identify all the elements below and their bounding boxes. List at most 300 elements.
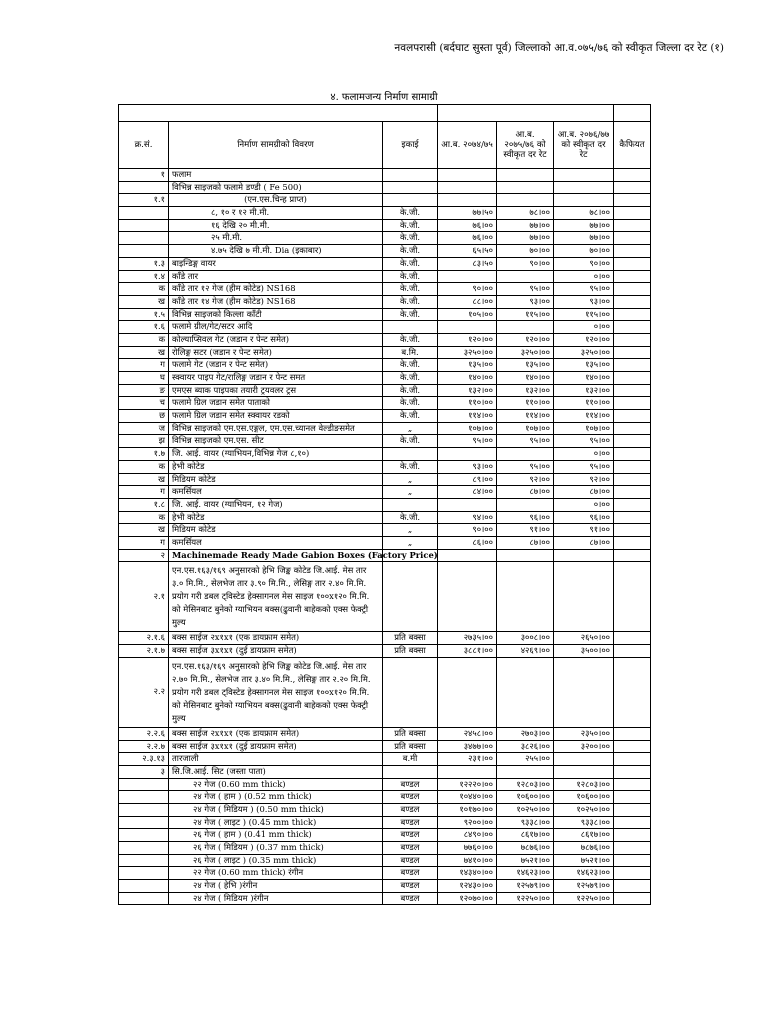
cell-rate-2074-75: १२२२०।०० <box>438 778 497 791</box>
cell-remarks <box>614 346 651 359</box>
cell-rate-2076-77: ०।०० <box>554 270 614 283</box>
table-row <box>119 333 651 346</box>
cell-sn <box>119 803 169 816</box>
cell-description: हेभी कोटेड <box>169 460 383 473</box>
cell-rate-2074-75 <box>438 169 497 182</box>
table-row <box>119 397 651 410</box>
cell-rate-2075-76: ९०।०० <box>497 257 554 270</box>
header-spacer-right <box>614 105 651 122</box>
cell-rate-2076-77: १२८०३।०० <box>554 778 614 791</box>
cell-remarks <box>614 829 651 842</box>
table-row <box>119 346 651 359</box>
section-title: ४. फलामजन्य निर्माण सामाग्री <box>330 92 438 103</box>
cell-rate-2075-76: ९१।०० <box>497 524 554 537</box>
cell-rate-2074-75: ११०।०० <box>438 397 497 410</box>
cell-rate-2076-77: १४६२३।०० <box>554 867 614 880</box>
rate-table-body <box>119 169 651 905</box>
cell-unit: के.जी. <box>383 372 438 385</box>
col-header-sn: क्र.सं. <box>119 122 169 169</box>
cell-rate-2075-76: ७५२१।०० <box>497 854 554 867</box>
cell-remarks <box>614 536 651 549</box>
cell-remarks <box>614 511 651 524</box>
cell-rate-2076-77 <box>554 169 614 182</box>
cell-rate-2076-77: १४०।०० <box>554 372 614 385</box>
header-spacer-rates <box>438 105 614 122</box>
cell-remarks <box>614 257 651 270</box>
cell-rate-2076-77: ९३३८।०० <box>554 816 614 829</box>
cell-description: बक्स साईज २x१x१ (एक डायफ्राम समेत) <box>169 727 383 740</box>
cell-sn <box>119 867 169 880</box>
cell-rate-2074-75: १२४३०।०० <box>438 880 497 893</box>
cell-remarks <box>614 880 651 893</box>
table-row <box>119 842 651 855</box>
cell-sn: २.१.६ <box>119 632 169 645</box>
cell-description: २४ गेज ( मिडियम ) (0.50 mm thick) <box>169 803 383 816</box>
col-header-rate-2076-77: आ.ब. २०७६/७७ को स्वीकृत दर रेट <box>554 122 614 169</box>
cell-unit: „ <box>383 422 438 435</box>
cell-rate-2074-75: ९२००।०० <box>438 816 497 829</box>
cell-rate-2076-77 <box>554 657 614 727</box>
table-row <box>119 880 651 893</box>
cell-unit: के.जी. <box>383 435 438 448</box>
cell-sn: छ <box>119 410 169 423</box>
cell-rate-2075-76: ८६१७।०० <box>497 829 554 842</box>
cell-sn <box>119 829 169 842</box>
cell-remarks <box>614 333 651 346</box>
cell-sn: २.२.६ <box>119 727 169 740</box>
cell-rate-2074-75: ७६।०० <box>438 219 497 232</box>
table-row <box>119 892 651 905</box>
cell-rate-2075-76: ११४।०० <box>497 410 554 423</box>
cell-sn: २ <box>119 549 169 562</box>
cell-remarks <box>614 207 651 220</box>
cell-remarks <box>614 245 651 258</box>
cell-sn <box>119 219 169 232</box>
cell-sn: १.३ <box>119 257 169 270</box>
cell-description: जि. आई. वायर (ग्याभियन, १२ गेज) <box>169 498 383 511</box>
cell-rate-2074-75 <box>438 549 497 562</box>
cell-rate-2074-75: १०४४०।०० <box>438 791 497 804</box>
cell-description: बक्स साईज ३x१x१ (दुई डायफ्राम समेत) <box>169 645 383 658</box>
cell-unit: के.जी. <box>383 270 438 283</box>
cell-unit: के.जी. <box>383 359 438 372</box>
cell-description: हेभी कोटेड <box>169 511 383 524</box>
cell-rate-2074-75: ८४।०० <box>438 486 497 499</box>
table-row <box>119 753 651 766</box>
cell-remarks <box>614 498 651 511</box>
cell-remarks <box>614 321 651 334</box>
table-row <box>119 372 651 385</box>
cell-unit <box>383 321 438 334</box>
cell-unit: बण्डल <box>383 854 438 867</box>
cell-rate-2075-76: १४०।०० <box>497 372 554 385</box>
cell-description: फलामे ग्रील/गेट/सटर आदि <box>169 321 383 334</box>
cell-description: बक्स साईज २x१x१ (एक डायफ्राम समेत) <box>169 632 383 645</box>
cell-unit: बण्डल <box>383 867 438 880</box>
cell-sn: २.३.१३ <box>119 753 169 766</box>
cell-sn <box>119 778 169 791</box>
cell-description: बाइन्डिङ्ग वायर <box>169 257 383 270</box>
cell-sn <box>119 207 169 220</box>
cell-sn <box>119 791 169 804</box>
cell-rate-2074-75 <box>438 181 497 194</box>
cell-rate-2076-77: ८७।०० <box>554 536 614 549</box>
cell-sn: १.७ <box>119 448 169 461</box>
table-row <box>119 740 651 753</box>
cell-unit <box>383 169 438 182</box>
cell-unit: „ <box>383 473 438 486</box>
cell-unit <box>383 181 438 194</box>
cell-unit: „ <box>383 536 438 549</box>
table-row <box>119 549 651 562</box>
cell-rate-2076-77: २३५०।०० <box>554 727 614 740</box>
table-row <box>119 511 651 524</box>
table-row <box>119 270 651 283</box>
cell-rate-2074-75: ३४७७।०० <box>438 740 497 753</box>
table-row <box>119 524 651 537</box>
cell-rate-2074-75 <box>438 765 497 778</box>
cell-rate-2076-77: ३२००।०० <box>554 740 614 753</box>
cell-remarks <box>614 384 651 397</box>
cell-description: सि.जि.आई. सिट (जस्ता पाता) <box>169 765 383 778</box>
cell-sn: क <box>119 283 169 296</box>
cell-rate-2075-76: ४२६९।०० <box>497 645 554 658</box>
cell-description: फलाम <box>169 169 383 182</box>
cell-rate-2076-77: २६५०।०० <box>554 632 614 645</box>
cell-description: काँडे तार <box>169 270 383 283</box>
cell-rate-2076-77 <box>554 181 614 194</box>
cell-description: २६ गेज ( मिडियम ) (0.37 mm thick) <box>169 842 383 855</box>
cell-unit <box>383 765 438 778</box>
cell-unit: प्रति बक्सा <box>383 645 438 658</box>
cell-rate-2076-77: ११०।०० <box>554 397 614 410</box>
cell-rate-2074-75: १०७।०० <box>438 422 497 435</box>
cell-description: २६ गेज ( हाम ) (0.41 mm thick) <box>169 829 383 842</box>
cell-rate-2074-75: ७७।५० <box>438 207 497 220</box>
cell-rate-2074-75 <box>438 321 497 334</box>
cell-rate-2074-75: ८६।०० <box>438 536 497 549</box>
table-row <box>119 645 651 658</box>
cell-unit: के.जी. <box>383 397 438 410</box>
header-spacer-left <box>119 105 438 122</box>
cell-rate-2074-75: ८३।५० <box>438 257 497 270</box>
cell-rate-2074-75: ९५।०० <box>438 435 497 448</box>
cell-rate-2076-77: ७७।०० <box>554 219 614 232</box>
cell-sn <box>119 181 169 194</box>
cell-description: स्क्वायर पाइप गेट/रालिङ्ग जडान र पेन्ट समत <box>169 372 383 385</box>
cell-rate-2075-76 <box>497 321 554 334</box>
cell-remarks <box>614 435 651 448</box>
cell-rate-2074-75: ११४।०० <box>438 410 497 423</box>
table-row <box>119 181 651 194</box>
cell-unit: के.जी. <box>383 410 438 423</box>
table-row <box>119 657 651 727</box>
cell-unit: प्रति बक्सा <box>383 727 438 740</box>
cell-rate-2074-75: ७४१०।०० <box>438 854 497 867</box>
table-row <box>119 448 651 461</box>
cell-remarks <box>614 765 651 778</box>
cell-description: (एन.एस.चिन्ह प्राप्त) <box>169 194 383 207</box>
cell-remarks <box>614 169 651 182</box>
cell-unit: बण्डल <box>383 829 438 842</box>
cell-remarks <box>614 645 651 658</box>
cell-description: कमर्सियल <box>169 486 383 499</box>
cell-rate-2074-75: ९०।०० <box>438 524 497 537</box>
cell-rate-2076-77: ३५००।०० <box>554 645 614 658</box>
cell-remarks <box>614 753 651 766</box>
cell-rate-2075-76: ७०।०० <box>497 245 554 258</box>
table-row <box>119 854 651 867</box>
cell-rate-2076-77: ७८।०० <box>554 207 614 220</box>
table-row <box>119 410 651 423</box>
cell-remarks <box>614 219 651 232</box>
cell-rate-2074-75: १२०७०।०० <box>438 892 497 905</box>
cell-remarks <box>614 270 651 283</box>
cell-sn <box>119 816 169 829</box>
cell-rate-2075-76: ९५।०० <box>497 460 554 473</box>
table-row <box>119 219 651 232</box>
cell-rate-2076-77 <box>554 549 614 562</box>
cell-rate-2075-76: ८७।०० <box>497 486 554 499</box>
cell-description: तारजाली <box>169 753 383 766</box>
cell-rate-2076-77: १०६००।०० <box>554 791 614 804</box>
cell-rate-2075-76: ९५।०० <box>497 435 554 448</box>
cell-description: २४ गेज ( हेभि )रंगीन <box>169 880 383 893</box>
cell-rate-2076-77: ०।०० <box>554 321 614 334</box>
cell-remarks <box>614 473 651 486</box>
cell-description: फलामे ग्रिल जडान समेत पाताको <box>169 397 383 410</box>
table-row <box>119 803 651 816</box>
cell-rate-2075-76: १०७।०० <box>497 422 554 435</box>
cell-sn: १.५ <box>119 308 169 321</box>
table-row <box>119 283 651 296</box>
cell-description: फलामे गेट (जडान र पेन्ट समेत) <box>169 359 383 372</box>
cell-rate-2075-76: ७८७६।०० <box>497 842 554 855</box>
cell-remarks <box>614 867 651 880</box>
cell-remarks <box>614 791 651 804</box>
cell-rate-2074-75: १४३४०।०० <box>438 867 497 880</box>
cell-unit: के.जी. <box>383 219 438 232</box>
cell-description: २४ गेज ( लाइट ) (0.45 mm thick) <box>169 816 383 829</box>
cell-unit: के.जी. <box>383 283 438 296</box>
cell-description: विभिन्न साइजको किल्ला काँटी <box>169 308 383 321</box>
cell-rate-2076-77: ७८७६।०० <box>554 842 614 855</box>
cell-unit: „ <box>383 524 438 537</box>
cell-sn: ख <box>119 524 169 537</box>
cell-rate-2075-76: १४६२३।०० <box>497 867 554 880</box>
table-row <box>119 359 651 372</box>
cell-sn <box>119 245 169 258</box>
table-row <box>119 816 651 829</box>
cell-remarks <box>614 181 651 194</box>
cell-rate-2074-75 <box>438 562 497 632</box>
table-row <box>119 308 651 321</box>
cell-rate-2076-77: ७५२१।०० <box>554 854 614 867</box>
table-row <box>119 422 651 435</box>
cell-rate-2075-76: १२२५०।०० <box>497 892 554 905</box>
cell-remarks <box>614 854 651 867</box>
cell-sn: २.२ <box>119 657 169 727</box>
cell-description: १६ देखि २० मी.मी. <box>169 219 383 232</box>
cell-rate-2074-75 <box>438 498 497 511</box>
cell-description: कोल्याप्सिवल गेट (जडान र पेन्ट समेत) <box>169 333 383 346</box>
cell-rate-2075-76: ८७।०० <box>497 536 554 549</box>
cell-rate-2076-77: १३५।०० <box>554 359 614 372</box>
cell-unit: के.जी. <box>383 207 438 220</box>
cell-remarks <box>614 359 651 372</box>
table-row <box>119 791 651 804</box>
cell-rate-2074-75 <box>438 448 497 461</box>
cell-rate-2075-76 <box>497 657 554 727</box>
col-header-rate-2075-76: आ.ब. २०७५/७६ को स्वीकृत दर रेट <box>497 122 554 169</box>
cell-remarks <box>614 460 651 473</box>
cell-description: फलामे ग्रिल जडान समेत स्क्वायर रडको <box>169 410 383 423</box>
table-row <box>119 778 651 791</box>
cell-sn: ग <box>119 536 169 549</box>
cell-rate-2074-75: ७६।०० <box>438 232 497 245</box>
cell-unit: बण्डल <box>383 816 438 829</box>
cell-rate-2074-75: १०१७०।०० <box>438 803 497 816</box>
cell-rate-2075-76: १२०।०० <box>497 333 554 346</box>
cell-rate-2074-75: ९०।०० <box>438 283 497 296</box>
table-row <box>119 169 651 182</box>
table-row <box>119 257 651 270</box>
cell-rate-2075-76: १२५७९।०० <box>497 880 554 893</box>
cell-rate-2076-77: ९५।०० <box>554 283 614 296</box>
cell-rate-2076-77: १०७।०० <box>554 422 614 435</box>
cell-remarks <box>614 232 651 245</box>
cell-unit: ब.मी <box>383 753 438 766</box>
table-row <box>119 498 651 511</box>
table-row <box>119 765 651 778</box>
cell-rate-2076-77: ९१।०० <box>554 524 614 537</box>
rate-table-header <box>119 105 651 169</box>
cell-sn: २.१ <box>119 562 169 632</box>
cell-rate-2075-76: ७७।०० <box>497 232 554 245</box>
cell-remarks <box>614 803 651 816</box>
cell-rate-2076-77: १३२।०० <box>554 384 614 397</box>
cell-sn: क <box>119 511 169 524</box>
cell-description: ८, १० र १२ मी.मी. <box>169 207 383 220</box>
table-row <box>119 536 651 549</box>
cell-unit <box>383 448 438 461</box>
cell-description: २२ गेज (0.60 mm thick) रंगीन <box>169 867 383 880</box>
cell-description: एमएस ब्याक पाइपका तयारी ट्रयवलर ट्रस <box>169 384 383 397</box>
cell-remarks <box>614 410 651 423</box>
cell-remarks <box>614 740 651 753</box>
col-header-unit: इकाई <box>383 122 438 169</box>
cell-sn: ङ <box>119 384 169 397</box>
cell-unit <box>383 657 438 727</box>
cell-description: एन.एस.१६३/१६९ अनुसारको हेभि जिङ्क कोटेड जि.आई. मेस तार ३.० मि.मि., सेलभेज तार ३.९० मि.मि., लेसिङ्ग तार २.४० मि.मि. प्रयोग गरी डबल ट्विस्टेड हेक्सागनल मेस साइज १००x१२० मि.मि. को मेसिनबाट बुनेको ग्याभियन बक्स(ढुवानी बाहेकको एक्स फेक्ट्री मुल्य <box>169 562 383 632</box>
cell-description: काँडे तार १४ गेज (हीम कोटेड) NS168 <box>169 295 383 308</box>
cell-unit: के.जी. <box>383 295 438 308</box>
cell-remarks <box>614 816 651 829</box>
cell-remarks <box>614 892 651 905</box>
col-header-remarks: कैफियत <box>614 122 651 169</box>
cell-unit: „ <box>383 486 438 499</box>
cell-unit: ब.मि. <box>383 346 438 359</box>
cell-unit: के.जी. <box>383 384 438 397</box>
table-row <box>119 460 651 473</box>
cell-unit: बण्डल <box>383 842 438 855</box>
cell-remarks <box>614 524 651 537</box>
cell-remarks <box>614 486 651 499</box>
cell-rate-2074-75: ८४९०।०० <box>438 829 497 842</box>
cell-remarks <box>614 727 651 740</box>
cell-rate-2074-75: ८९।०० <box>438 473 497 486</box>
cell-sn <box>119 892 169 905</box>
table-row <box>119 245 651 258</box>
cell-remarks <box>614 448 651 461</box>
cell-rate-2074-75: ९३।०० <box>438 460 497 473</box>
cell-sn <box>119 854 169 867</box>
rate-table <box>118 104 651 905</box>
cell-rate-2076-77: ३२५०।०० <box>554 346 614 359</box>
cell-rate-2076-77: ८६१७।०० <box>554 829 614 842</box>
cell-rate-2076-77: ११५।०० <box>554 308 614 321</box>
cell-sn: ज <box>119 422 169 435</box>
cell-description: एन.एस.१६३/१६९ अनुसारको हेभि जिङ्क कोटेड जि.आई. मेस तार २.७० मि.मि., सेलभेज तार ३.४० मि.मि., लेसिङ्ग तार २.२० मि.मि. प्रयोग गरी डबल ट्विस्टेड हेक्सागनल मेस साइज १००x१२० मि.मि. को मेसिनबाट बुनेको ग्याभियन बक्स(ढुवानी बाहेकको एक्स फेक्ट्री मुल्य <box>169 657 383 727</box>
cell-remarks <box>614 372 651 385</box>
cell-sn <box>119 880 169 893</box>
cell-rate-2074-75: २७३५।०० <box>438 632 497 645</box>
cell-rate-2075-76: १३५।०० <box>497 359 554 372</box>
table-row <box>119 435 651 448</box>
cell-unit: के.जी. <box>383 333 438 346</box>
cell-description: विभिन्न साइजको एम.एस. सीट <box>169 435 383 448</box>
cell-sn: क <box>119 460 169 473</box>
cell-remarks <box>614 308 651 321</box>
cell-rate-2075-76: ७८।०० <box>497 207 554 220</box>
cell-rate-2075-76: १०६००।०० <box>497 791 554 804</box>
cell-rate-2074-75 <box>438 657 497 727</box>
cell-rate-2075-76 <box>497 194 554 207</box>
page-header: नवलपरासी (बर्दघाट सुस्ता पूर्व) जिल्लाको आ.व.०७५/७६ को स्वीकृत जिल्ला दर रेट (१) <box>394 42 724 54</box>
cell-rate-2075-76: ११०।०० <box>497 397 554 410</box>
cell-rate-2075-76: ११५।०० <box>497 308 554 321</box>
cell-unit: प्रति बक्सा <box>383 632 438 645</box>
table-row <box>119 194 651 207</box>
cell-rate-2076-77 <box>554 765 614 778</box>
cell-rate-2076-77: ०।०० <box>554 448 614 461</box>
cell-description: २६ गेज ( लाइट ) (0.35 mm thick) <box>169 854 383 867</box>
cell-rate-2074-75 <box>438 194 497 207</box>
cell-remarks <box>614 194 651 207</box>
cell-rate-2076-77: ९३।०० <box>554 295 614 308</box>
cell-rate-2075-76 <box>497 498 554 511</box>
cell-description: कमर्सियल <box>169 536 383 549</box>
cell-rate-2075-76 <box>497 448 554 461</box>
cell-sn: क <box>119 333 169 346</box>
cell-sn: १.१ <box>119 194 169 207</box>
cell-sn: च <box>119 397 169 410</box>
cell-remarks <box>614 778 651 791</box>
cell-unit: के.जी. <box>383 511 438 524</box>
cell-unit: के.जी. <box>383 460 438 473</box>
table-row <box>119 207 651 220</box>
cell-unit <box>383 562 438 632</box>
cell-sn: १.४ <box>119 270 169 283</box>
cell-unit: बण्डल <box>383 892 438 905</box>
cell-description: बक्स साईज ३x१x१ (दुई डायफ्राम समेत) <box>169 740 383 753</box>
cell-rate-2075-76: १२८०३।०० <box>497 778 554 791</box>
cell-rate-2076-77: ९२।०० <box>554 473 614 486</box>
cell-description: २४ गेज ( हाम ) (0.52 mm thick) <box>169 791 383 804</box>
cell-rate-2074-75: १३२।०० <box>438 384 497 397</box>
cell-unit: बण्डल <box>383 803 438 816</box>
col-header-description: निर्माण सामग्रीको विवरण <box>169 122 383 169</box>
